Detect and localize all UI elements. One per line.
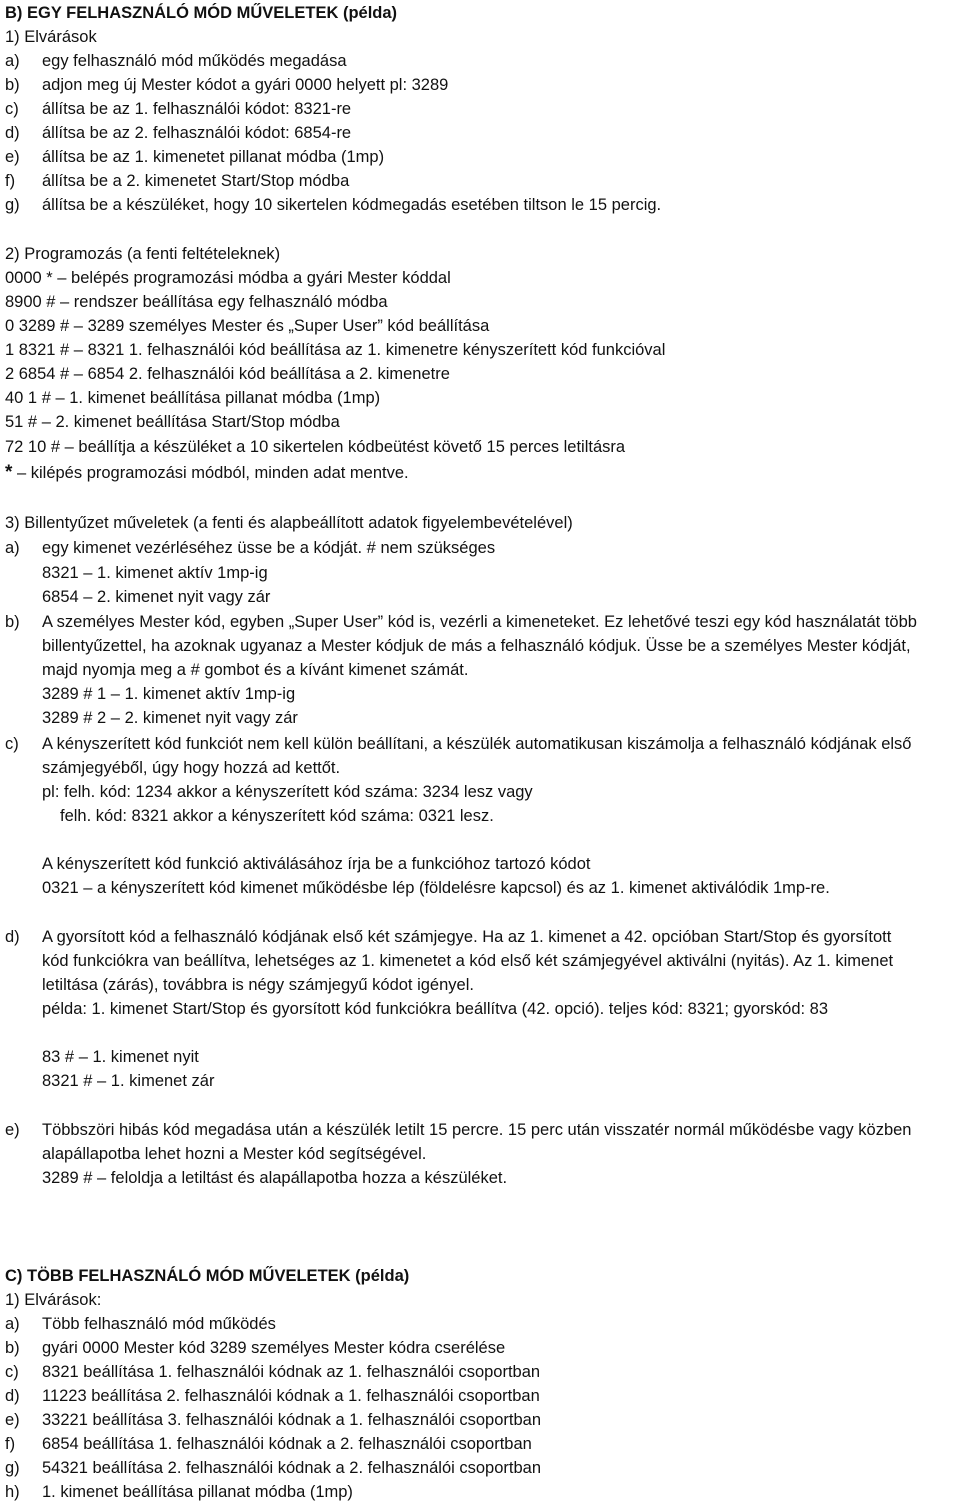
list-text: gyári 0000 Mester kód 3289 személyes Mester kódra cserélése — [42, 1339, 506, 1357]
list-label: b) — [5, 613, 20, 631]
programming-line: 0 3289 # – 3289 személyes Mester és „Super User” kód beállítása — [5, 317, 490, 335]
paragraph-line: alapállapotba lehet hozni a Mester kód segítségével. — [42, 1145, 427, 1163]
list-label: g) — [5, 1459, 20, 1477]
programming-line: 8900 # – rendszer beállítása egy felhasználó módba — [5, 293, 388, 311]
programming-line: 2 6854 # – 6854 2. felhasználói kód beállítása a 2. kimenetre — [5, 365, 450, 383]
example-line: 8321 – 1. kimenet aktív 1mp-ig — [42, 564, 268, 582]
list-text: 6854 beállítása 1. felhasználói kódnak a 2. felhasználói csoportban — [42, 1435, 532, 1453]
list-item — [5, 122, 955, 144]
list-item — [5, 1337, 955, 1359]
list-text: állítsa be az 1. kimenetet pillanat módba (1mp) — [42, 148, 385, 166]
example-line: 3289 # – feloldja a letiltást és alapállapotba hozza a készüléket. — [42, 1169, 508, 1187]
paragraph-line: számjegyéből, úgy hogy hozzá ad kettőt. — [42, 759, 341, 777]
section-c-req-heading: 1) Elvárások: — [5, 1291, 102, 1309]
list-text: egy kimenet vezérléséhez üsse be a kódját. # nem szükséges — [42, 539, 496, 557]
list-item — [5, 170, 955, 192]
example-line: 0321 – a kényszerített kód kimenet működésbe lép (földelésre kapcsol) és az 1. kimenet aktiválódik 1mp-re. — [42, 879, 830, 897]
exit-star: * — [5, 462, 13, 483]
list-label: b) — [5, 1339, 20, 1357]
list-item — [5, 1481, 955, 1503]
list-label: d) — [5, 928, 20, 946]
list-text: A kényszerített kód funkciót nem kell külön beállítani, a készülék automatikusan kiszámolja a felhasználó kódjának első — [42, 735, 912, 753]
example-line: 8321 # – 1. kimenet zár — [42, 1072, 215, 1090]
list-label: c) — [5, 1363, 19, 1381]
example-line: 83 # – 1. kimenet nyit — [42, 1048, 199, 1066]
paragraph-line: példa: 1. kimenet Start/Stop és gyorsított kód funkciókra beállítva (42. opció). teljes kód: 8321; gyorskód: 83 — [42, 1000, 829, 1018]
list-text: egy felhasználó mód működés megadása — [42, 52, 347, 70]
list-text: Többszöri hibás kód megadása után a készülék letilt 15 percre. 15 perc után visszatér normál működésbe vagy közben — [42, 1121, 912, 1139]
list-text: állítsa be a 2. kimenetet Start/Stop módba — [42, 172, 350, 190]
list-item — [5, 50, 955, 72]
list-text: 1. kimenet beállítása pillanat módba (1mp) — [42, 1483, 353, 1501]
list-text: 33221 beállítása 3. felhasználói kódnak a 1. felhasználói csoportban — [42, 1411, 542, 1429]
list-text: állítsa be az 2. felhasználói kódot: 6854-re — [42, 124, 352, 142]
list-item — [5, 1313, 955, 1335]
list-label: a) — [5, 52, 20, 70]
exit-text: – kilépés programozási módból, minden adat mentve. — [12, 464, 409, 482]
list-item — [5, 1433, 955, 1455]
list-label: d) — [5, 124, 20, 142]
list-item — [5, 611, 955, 633]
list-item — [5, 1119, 955, 1141]
list-item — [5, 194, 955, 216]
programming-line: 40 1 # – 1. kimenet beállítása pillanat módba (1mp) — [5, 389, 381, 407]
list-text: állítsa be a készüléket, hogy 10 sikertelen kódmegadás esetében tiltson le 15 percig. — [42, 196, 662, 214]
list-label: e) — [5, 148, 20, 166]
list-text: állítsa be az 1. felhasználói kódot: 8321-re — [42, 100, 352, 118]
list-text: adjon meg új Mester kódot a gyári 0000 helyett pl: 3289 — [42, 76, 449, 94]
list-item — [5, 146, 955, 168]
list-text: 54321 beállítása 2. felhasználói kódnak a 2. felhasználói csoportban — [42, 1459, 542, 1477]
list-item — [5, 1361, 955, 1383]
programming-line: 72 10 # – beállítja a készüléket a 10 sikertelen kódbeütést követő 15 perces letiltásra — [5, 438, 626, 456]
list-item — [5, 98, 955, 120]
list-label: a) — [5, 1315, 20, 1333]
list-label: a) — [5, 539, 20, 557]
section-c-title: C) TÖBB FELHASZNÁLÓ MÓD MŰVELETEK (példa) — [5, 1267, 410, 1285]
list-item — [5, 1457, 955, 1479]
list-label: g) — [5, 196, 20, 214]
list-label: e) — [5, 1121, 20, 1139]
section-b-title: B) EGY FELHASZNÁLÓ MÓD MŰVELETEK (példa) — [5, 4, 398, 22]
list-item — [5, 74, 955, 96]
list-item — [5, 733, 955, 755]
list-label: h) — [5, 1483, 20, 1501]
example-line: pl: felh. kód: 1234 akkor a kényszerített kód száma: 3234 lesz vagy — [42, 783, 533, 801]
programming-line: 51 # – 2. kimenet beállítása Start/Stop módba — [5, 413, 340, 431]
keyboard-heading: 3) Billentyűzet műveletek (a fenti és alapbeállított adatok figyelembevételével) — [5, 514, 573, 532]
list-text: A gyorsított kód a felhasználó kódjának első két számjegye. Ha az 1. kimenet a 42. opcióban Start/Stop és gyorsított — [42, 928, 892, 946]
list-label: b) — [5, 76, 20, 94]
programming-exit-line — [5, 462, 955, 484]
list-label: e) — [5, 1411, 20, 1429]
list-label: f) — [5, 172, 16, 190]
list-text: A személyes Mester kód, egyben „Super User” kód is, vezérli a kimeneteket. Ez lehetővé teszi egy kód használatát több — [42, 613, 917, 631]
example-line: felh. kód: 8321 akkor a kényszerített kód száma: 0321 lesz. — [60, 807, 494, 825]
paragraph-line: majd nyomja meg a # gombot és a kívánt kimenet számát. — [42, 661, 469, 679]
paragraph-line: billentyűzettel, ha azoknak ugyanaz a Mester kódjuk de más a felhasználó kódjuk. Üsse be a személyes Mester kódját, — [42, 637, 911, 655]
programming-line: 0000 * – belépés programozási módba a gyári Mester kóddal — [5, 269, 451, 287]
list-text: 11223 beállítása 2. felhasználói kódnak a 1. felhasználói csoportban — [42, 1387, 540, 1405]
paragraph-line: kód funkciókra van beállítva, lehetséges az 1. kimenetet a kód első két számjegyével aktiválni (nyitás). Az 1. kimenet — [42, 952, 894, 970]
list-label: c) — [5, 100, 19, 118]
list-item — [5, 926, 955, 948]
programming-heading: 2) Programozás (a fenti feltételeknek) — [5, 245, 281, 263]
list-item — [5, 1385, 955, 1407]
list-text: 8321 beállítása 1. felhasználói kódnak az 1. felhasználói csoportban — [42, 1363, 541, 1381]
list-text: Több felhasználó mód működés — [42, 1315, 276, 1333]
list-item — [5, 537, 955, 559]
list-item — [5, 1409, 955, 1431]
example-line: 3289 # 2 – 2. kimenet nyit vagy zár — [42, 709, 298, 727]
paragraph-line: A kényszerített kód funkció aktiválásához írja be a funkcióhoz tartozó kódot — [42, 855, 591, 873]
list-label: f) — [5, 1435, 16, 1453]
example-line: 6854 – 2. kimenet nyit vagy zár — [42, 588, 271, 606]
paragraph-line: letiltása (zárás), továbbra is négy számjegyű kódot igényel. — [42, 976, 474, 994]
programming-line: 1 8321 # – 8321 1. felhasználói kód beállítása az 1. kimenetre kényszerített kód funkcióval — [5, 341, 666, 359]
example-line: 3289 # 1 – 1. kimenet aktív 1mp-ig — [42, 685, 296, 703]
section-b-req-heading: 1) Elvárások — [5, 28, 97, 46]
list-label: d) — [5, 1387, 20, 1405]
list-label: c) — [5, 735, 19, 753]
